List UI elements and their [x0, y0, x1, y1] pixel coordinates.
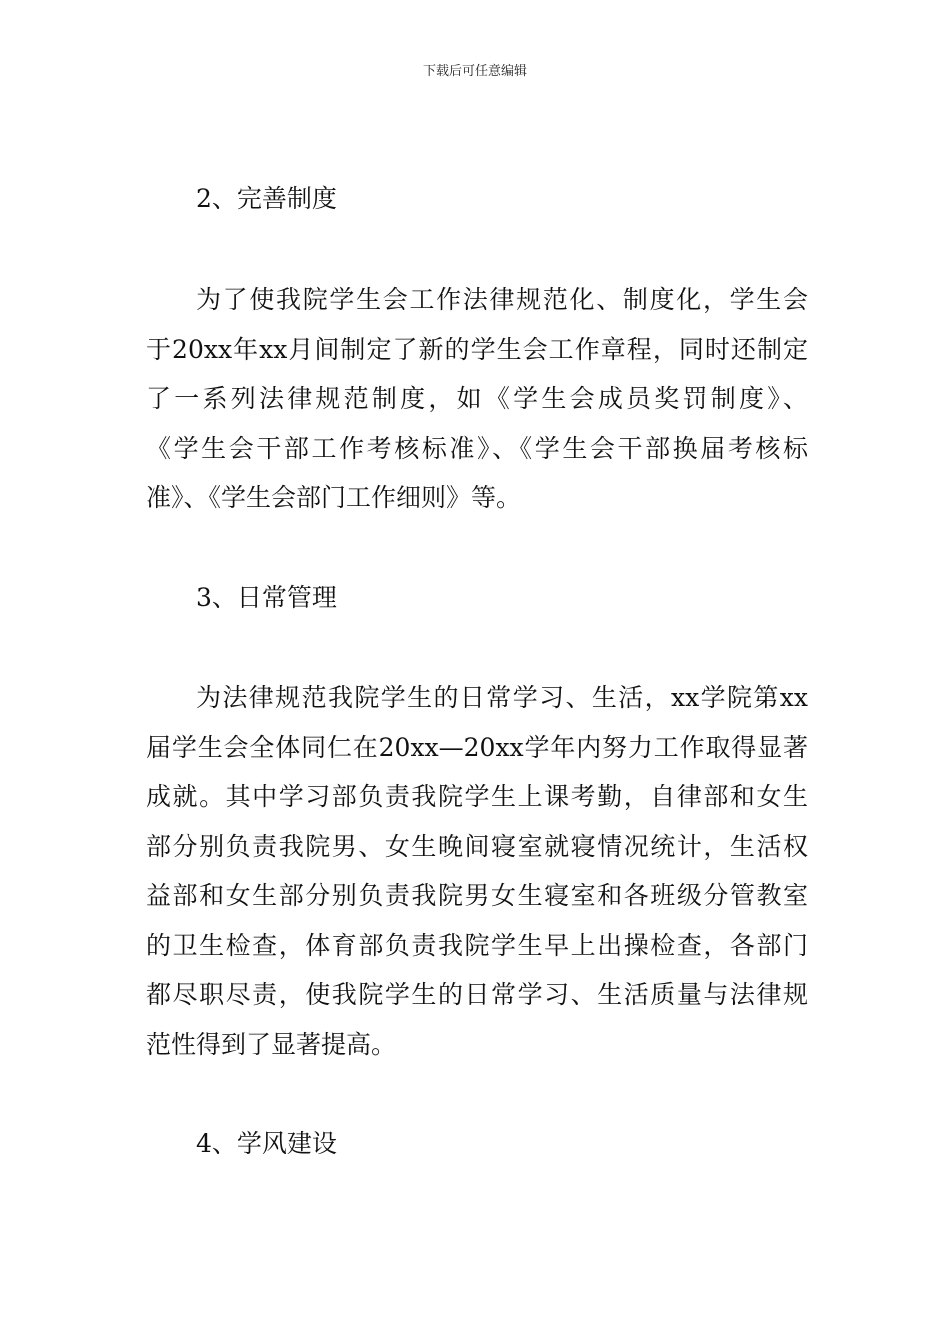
section-heading: 3、日常管理: [196, 583, 337, 612]
page-header: 下载后可任意编辑: [422, 64, 527, 79]
text-line: 为法律规范我院学生的日常学习、生活，xx学院第xx: [196, 683, 808, 712]
text-line: 届学生会全体同仁在20xx—20xx学年内努力工作取得显著: [146, 732, 808, 762]
text-line: 准》、《学生会部门工作细则》等。: [146, 483, 522, 512]
text-line: 的卫生检查，体育部负责我院学生早上出操检查，各部门: [146, 930, 808, 960]
text-line: 了一系列法律规范制度，如《学生会成员奖罚制度》、: [146, 384, 808, 413]
section-heading: 2、完善制度: [196, 184, 337, 213]
text-line: 部分别负责我院男、女生晚间寝室就寝情况统计，生活权: [146, 831, 808, 861]
paragraph: [146, 285, 808, 533]
text-line: 都尽职尽责，使我院学生的日常学习、生活质量与法律规: [146, 980, 808, 1009]
text-line: 益部和女生部分别负责我院男女生寝室和各班级分管教室: [146, 881, 808, 910]
text-line: 范性得到了显著提高。: [146, 1029, 397, 1059]
paragraph: [146, 683, 808, 1079]
section-heading: 4、学风建设: [196, 1129, 337, 1158]
text-line: 成就。其中学习部负责我院学生上课考勤，自律部和女生: [146, 782, 808, 811]
text-line: 《学生会干部工作考核标准》、《学生会干部换届考核标: [146, 433, 808, 463]
text-line: 于20xx年xx月间制定了新的学生会工作章程，同时还制定: [146, 334, 808, 364]
text-line: 为了使我院学生会工作法律规范化、制度化，学生会: [196, 285, 808, 314]
